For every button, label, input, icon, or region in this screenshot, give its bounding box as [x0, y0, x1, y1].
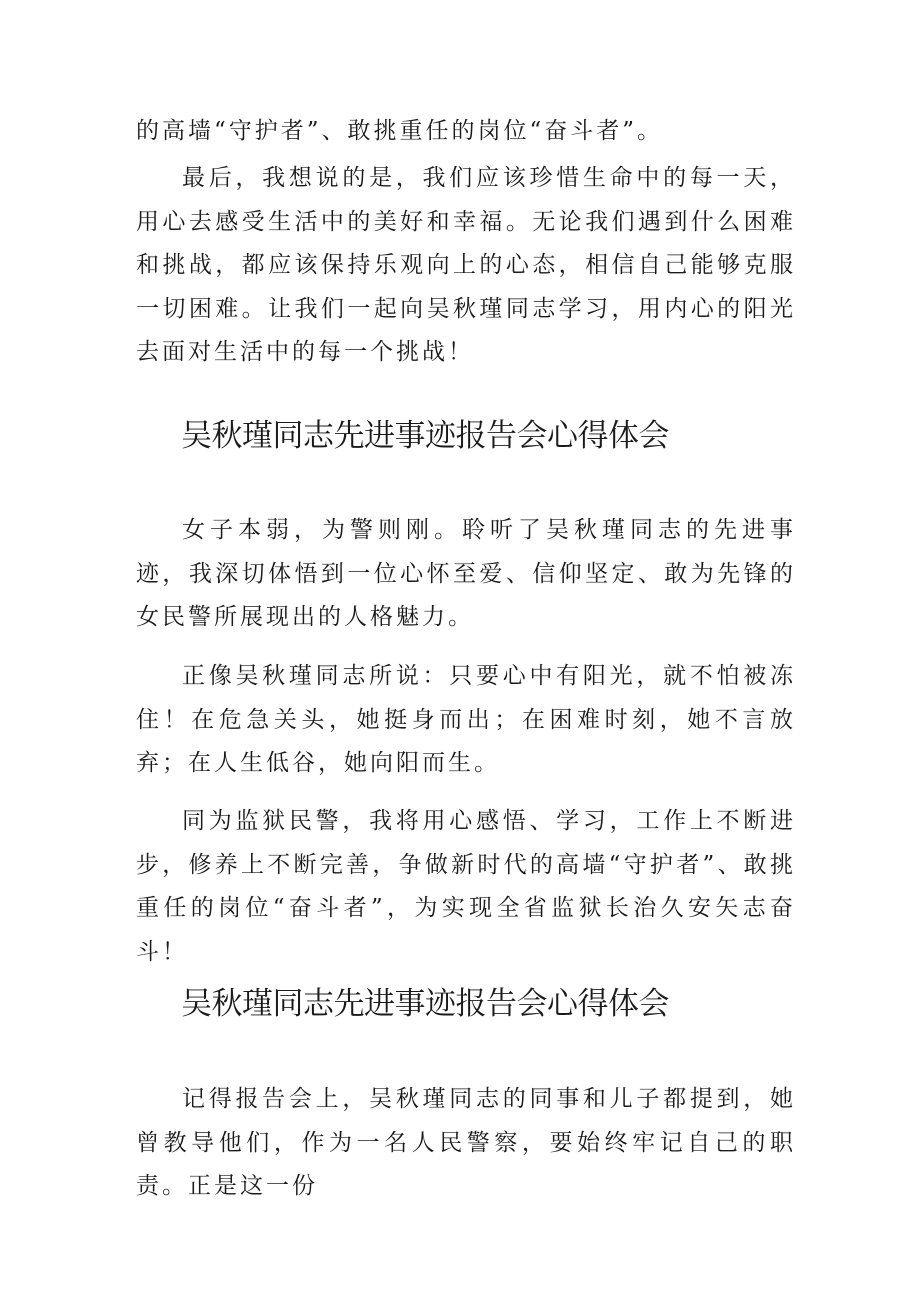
- section-title-2: 吴秋瑾同志先进事迹报告会心得体会: [181, 986, 669, 1022]
- section-1-paragraph-3: 同为监狱民警，我将用心感悟、学习，工作上不断进步，修养上不断完善，争做新时代的高墙“守护者”、敢挑重任的岗位“奋斗者”，为实现全省监狱长治久安矢志奋斗！: [136, 808, 796, 965]
- section-title-1: 吴秋瑾同志先进事迹报告会心得体会: [181, 418, 669, 454]
- section-1-paragraph-1: 女子本弱，为警则刚。聆听了吴秋瑾同志的先进事迹，我深切体悟到一位心怀至爱、信仰坚定、敢为先锋的女民警所展现出的人格魅力。: [136, 517, 796, 630]
- paragraph-closing: 最后，我想说的是，我们应该珍惜生命中的每一天，用心去感受生活中的美好和幸福。无论我们遇到什么困难和挑战，都应该保持乐观向上的心态，相信自己能够克服一切困难。让我们一起向吴秋瑾同志学习，用内心的阳光去面对生活中的每一个挑战！: [136, 165, 796, 365]
- section-1-paragraph-2: 正像吴秋瑾同志所说：只要心中有阳光，就不怕被冻住！在危急关头，她挺身而出；在困难时刻，她不言放弃；在人生低谷，她向阳而生。: [136, 663, 796, 776]
- paragraph-continuation: 的高墙“守护者”、敢挑重任的岗位“奋斗者”。: [136, 118, 664, 144]
- section-2-paragraph-1: 记得报告会上，吴秋瑾同志的同事和儿子都提到，她曾教导他们，作为一名人民警察，要始终牢记自己的职责。正是这一份: [136, 1086, 796, 1199]
